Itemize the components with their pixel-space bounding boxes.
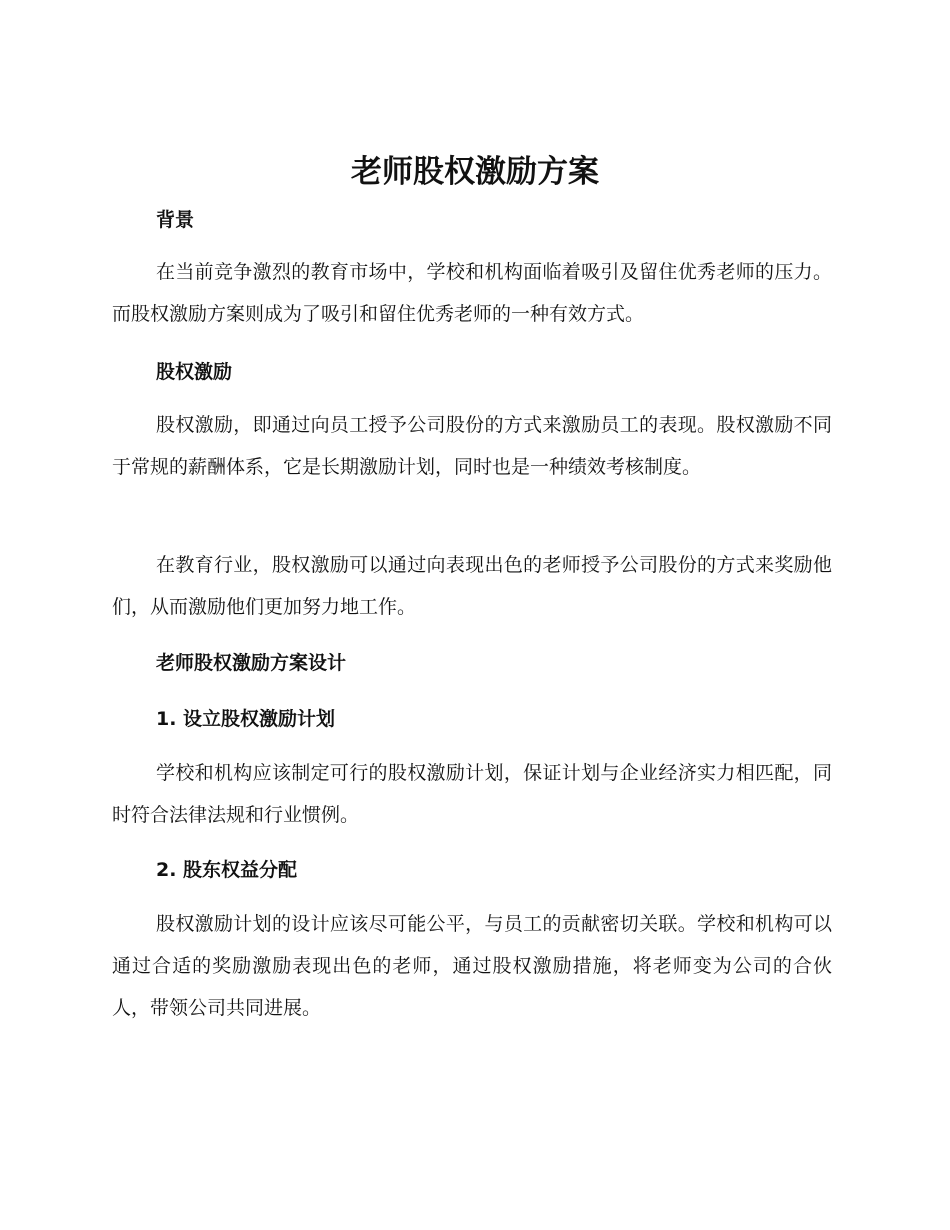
document-title: 老师股权激励方案 (351, 154, 599, 190)
section-heading-equity: 股权激励 (156, 361, 233, 383)
subsection-heading-plan: 1. 设立股权激励计划 (156, 708, 336, 730)
paragraph-equity-education: 在教育行业，股权激励可以通过向表现出色的老师授予公司股份的方式来奖励他们，从而激励他们更加努力地工作。 (112, 554, 832, 618)
paragraph-equity-definition: 股权激励，即通过向员工授予公司股份的方式来激励员工的表现。股权激励不同于常规的薪酬体系，它是长期激励计划，同时也是一种绩效考核制度。 (112, 414, 832, 478)
subsection-heading-rights: 2. 股东权益分配 (156, 859, 298, 881)
paragraph-plan: 学校和机构应该制定可行的股权激励计划，保证计划与企业经济实力相匹配，同时符合法律法规和行业惯例。 (112, 762, 832, 826)
section-heading-background: 背景 (156, 209, 195, 231)
paragraph-rights: 股权激励计划的设计应该尽可能公平，与员工的贡献密切关联。学校和机构可以通过合适的奖励激励表现出色的老师，通过股权激励措施，将老师变为公司的合伙人，带领公司共同进展。 (112, 913, 832, 1019)
paragraph-background: 在当前竞争激烈的教育市场中，学校和机构面临着吸引及留住优秀老师的压力。而股权激励方案则成为了吸引和留住优秀老师的一种有效方式。 (112, 261, 832, 325)
section-heading-design: 老师股权激励方案设计 (156, 652, 347, 674)
